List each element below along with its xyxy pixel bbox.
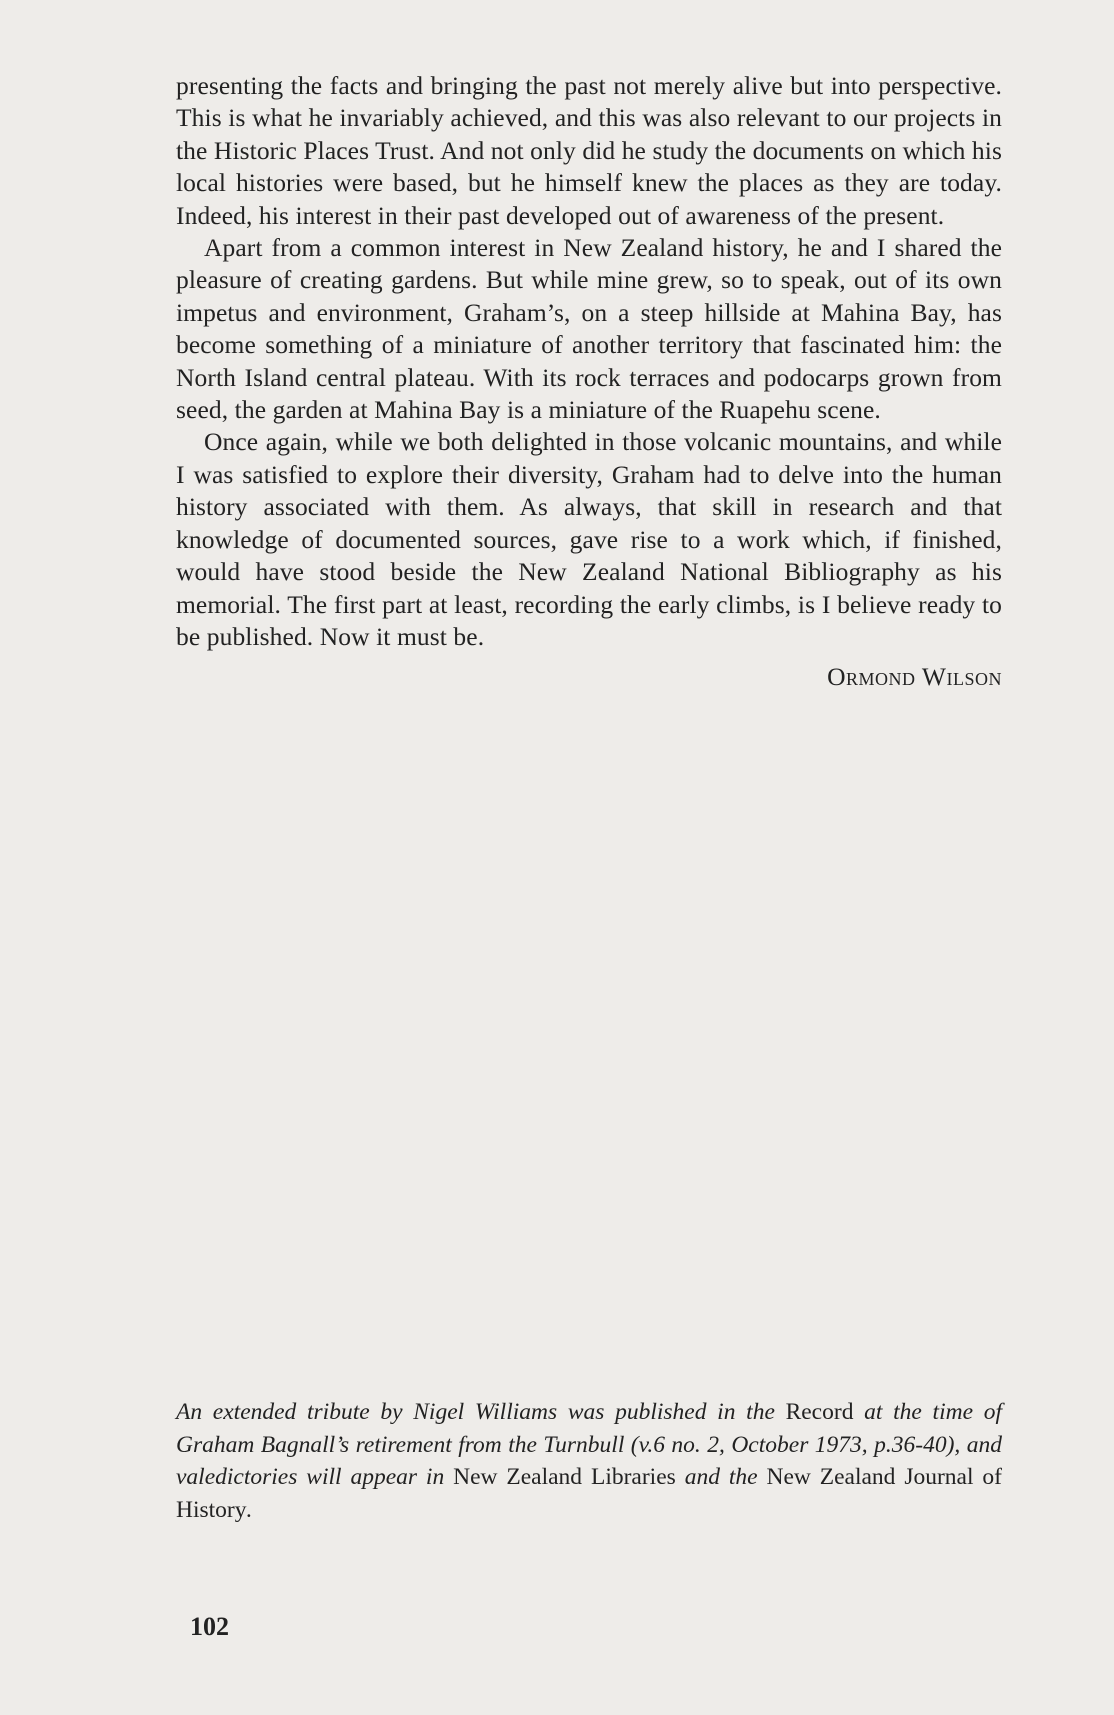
paragraph-1: presenting the facts and bringing the past not merely alive but into perspective. This is what he invariably achieved, and this was also relevant to our projects in the Historic Places Trust. And not only did he study the documents on which his local histories were based, but he himself knew the places as they are today. Indeed, his interest in their past developed out of awareness of the present. — [176, 71, 1002, 230]
footnote-record-title: Record — [785, 1399, 854, 1425]
footnote-text — [176, 1396, 1002, 1526]
article-body — [176, 70, 1002, 693]
footnote-nz-journal-title: New Zealand Journal of History — [176, 1464, 1002, 1523]
footnote-part-3: and the — [675, 1464, 767, 1491]
body-text — [176, 70, 1002, 653]
paragraph-3: Once again, while we both delighted in those volcanic mountains, and while I was satisfied to explore their diversity, Graham had to delve into the human history associated with them. As always, that skill in research and that knowledge of documented sources, gave rise to a work which, if finished, would have stood beside the New Zealand National Bibliography as his memorial. The first part at least, recording the early climbs, is I believe ready to be published. Now it must be. — [176, 427, 1002, 651]
footnote-part-1: An extended tribute by Nigel Williams was published in the — [176, 1399, 786, 1425]
footnote-part-4: . — [246, 1496, 253, 1523]
footnote-nz-libraries-title: New Zealand Libraries — [453, 1464, 676, 1491]
paragraph-2: Apart from a common interest in New Zealand history, he and I shared the pleasure of creating gardens. But while mine grew, so to speak, out of its own impetus and environment, Graham’s, on a steep hillside at Mahina Bay, has become something of a miniature of another territory that fascinated him: the North Island central plateau. With its rock terraces and podocarps grown from seed, the garden at Mahina Bay is a miniature of the Ruapehu scene. — [176, 233, 1002, 425]
author-signature: Ormond Wilson — [827, 662, 1002, 692]
footnote-part-2: at the time of Graham Bagnall’s retirement from the Turnbull (v.6 no. 2, October 1973, p.36-40), and valedictories will appear in — [176, 1399, 1002, 1491]
page-number: 102 — [190, 1612, 229, 1641]
